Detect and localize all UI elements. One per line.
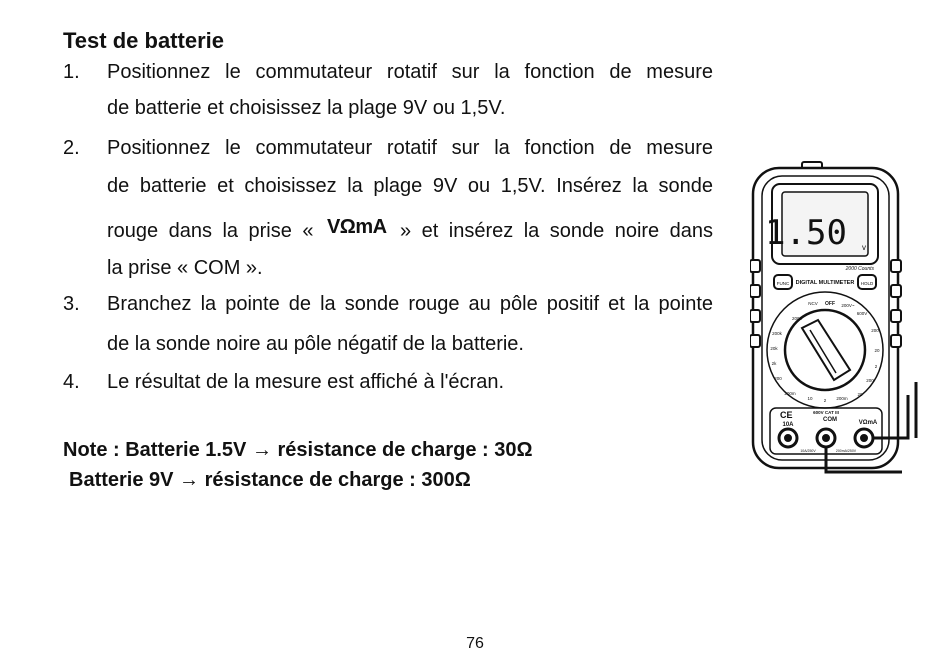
jack-com-label: COM [823, 417, 837, 423]
meter-hold-label: HOLD [860, 281, 874, 286]
step-line-with-symbol [107, 216, 713, 243]
meter-display-value: 1.50 [765, 213, 847, 253]
section-title: Test de batterie [63, 28, 224, 53]
meter-func-label: FUNC [776, 281, 790, 286]
meter-dial-label: 20 [857, 392, 863, 397]
note-line: Batterie 9V → résistance de charge : 300Ω [69, 469, 471, 491]
step-line: la prise « COM ». [107, 257, 263, 279]
meter-cat-rating: 600V CAT III [813, 410, 839, 415]
vma-symbol: VΩmA [326, 216, 387, 238]
meter-dial-label: 200m [836, 396, 848, 401]
meter-brand: DIGITAL MULTIMETER [795, 280, 855, 286]
multimeter-illustration [750, 160, 925, 480]
step-number: 4. [63, 371, 80, 393]
inline-text-before: rouge dans la prise « [107, 220, 314, 242]
meter-dial-label: 200k [772, 331, 782, 336]
step-line: Le résultat de la mesure est affiché à l'écran. [107, 371, 505, 393]
meter-dial-label: NCV [808, 301, 818, 306]
meter-dial-label: 2k [771, 361, 777, 366]
meter-dial-label: 2 [874, 364, 878, 369]
step-line: de la sonde noire au pôle négatif de la batterie. [107, 333, 524, 355]
page-number: 76 [466, 635, 484, 652]
step-line: Positionnez le commutateur rotatif sur la fonction de mesure [107, 137, 713, 159]
step-line: Branchez la pointe de la sonde rouge au pôle positif et la pointe [107, 293, 713, 315]
step-number: 2. [63, 137, 80, 159]
meter-dial-label: 20k [770, 346, 778, 351]
meter-dial-label: 200V~ [841, 303, 855, 308]
meter-dial-label: 10 [807, 396, 813, 401]
note-line: Note : Batterie 1.5V → résistance de charge : 30Ω [63, 439, 533, 461]
meter-ce-mark: CE [780, 410, 793, 420]
jack-vma-label: VΩmA [858, 420, 878, 426]
step-number: 1. [63, 61, 80, 83]
meter-counts: 2000 Counts [845, 266, 874, 272]
meter-dial-label: 2 [823, 398, 827, 403]
meter-dial-label: 600V [856, 311, 868, 316]
meter-dial-label: 2000 [791, 316, 803, 321]
inline-text-after: » et insérez la sonde noire dans [400, 220, 714, 242]
meter-off-label: OFF [825, 301, 835, 307]
fuse-left-label: 10A/250V [800, 449, 816, 453]
meter-dial-label: 20 [874, 348, 880, 353]
meter-dial-label: 200m [784, 391, 796, 396]
step-line: Positionnez le commutateur rotatif sur la fonction de mesure [107, 61, 713, 83]
step-line: de batterie et choisissez la plage 9V ou 1,5V. [107, 97, 506, 119]
meter-display-unit: v [862, 243, 866, 252]
step-line: de batterie et choisissez la plage 9V ou 1,5V. Insérez la sonde [107, 175, 713, 197]
fuse-right-label: 200mA/250V [835, 449, 857, 453]
meter-dial-label: 200 [774, 376, 782, 381]
step-number: 3. [63, 293, 80, 315]
jack-10a-label: 10A [782, 422, 794, 428]
meter-dial-label: 200 [866, 378, 874, 383]
meter-dial-label: 200 [871, 328, 879, 333]
